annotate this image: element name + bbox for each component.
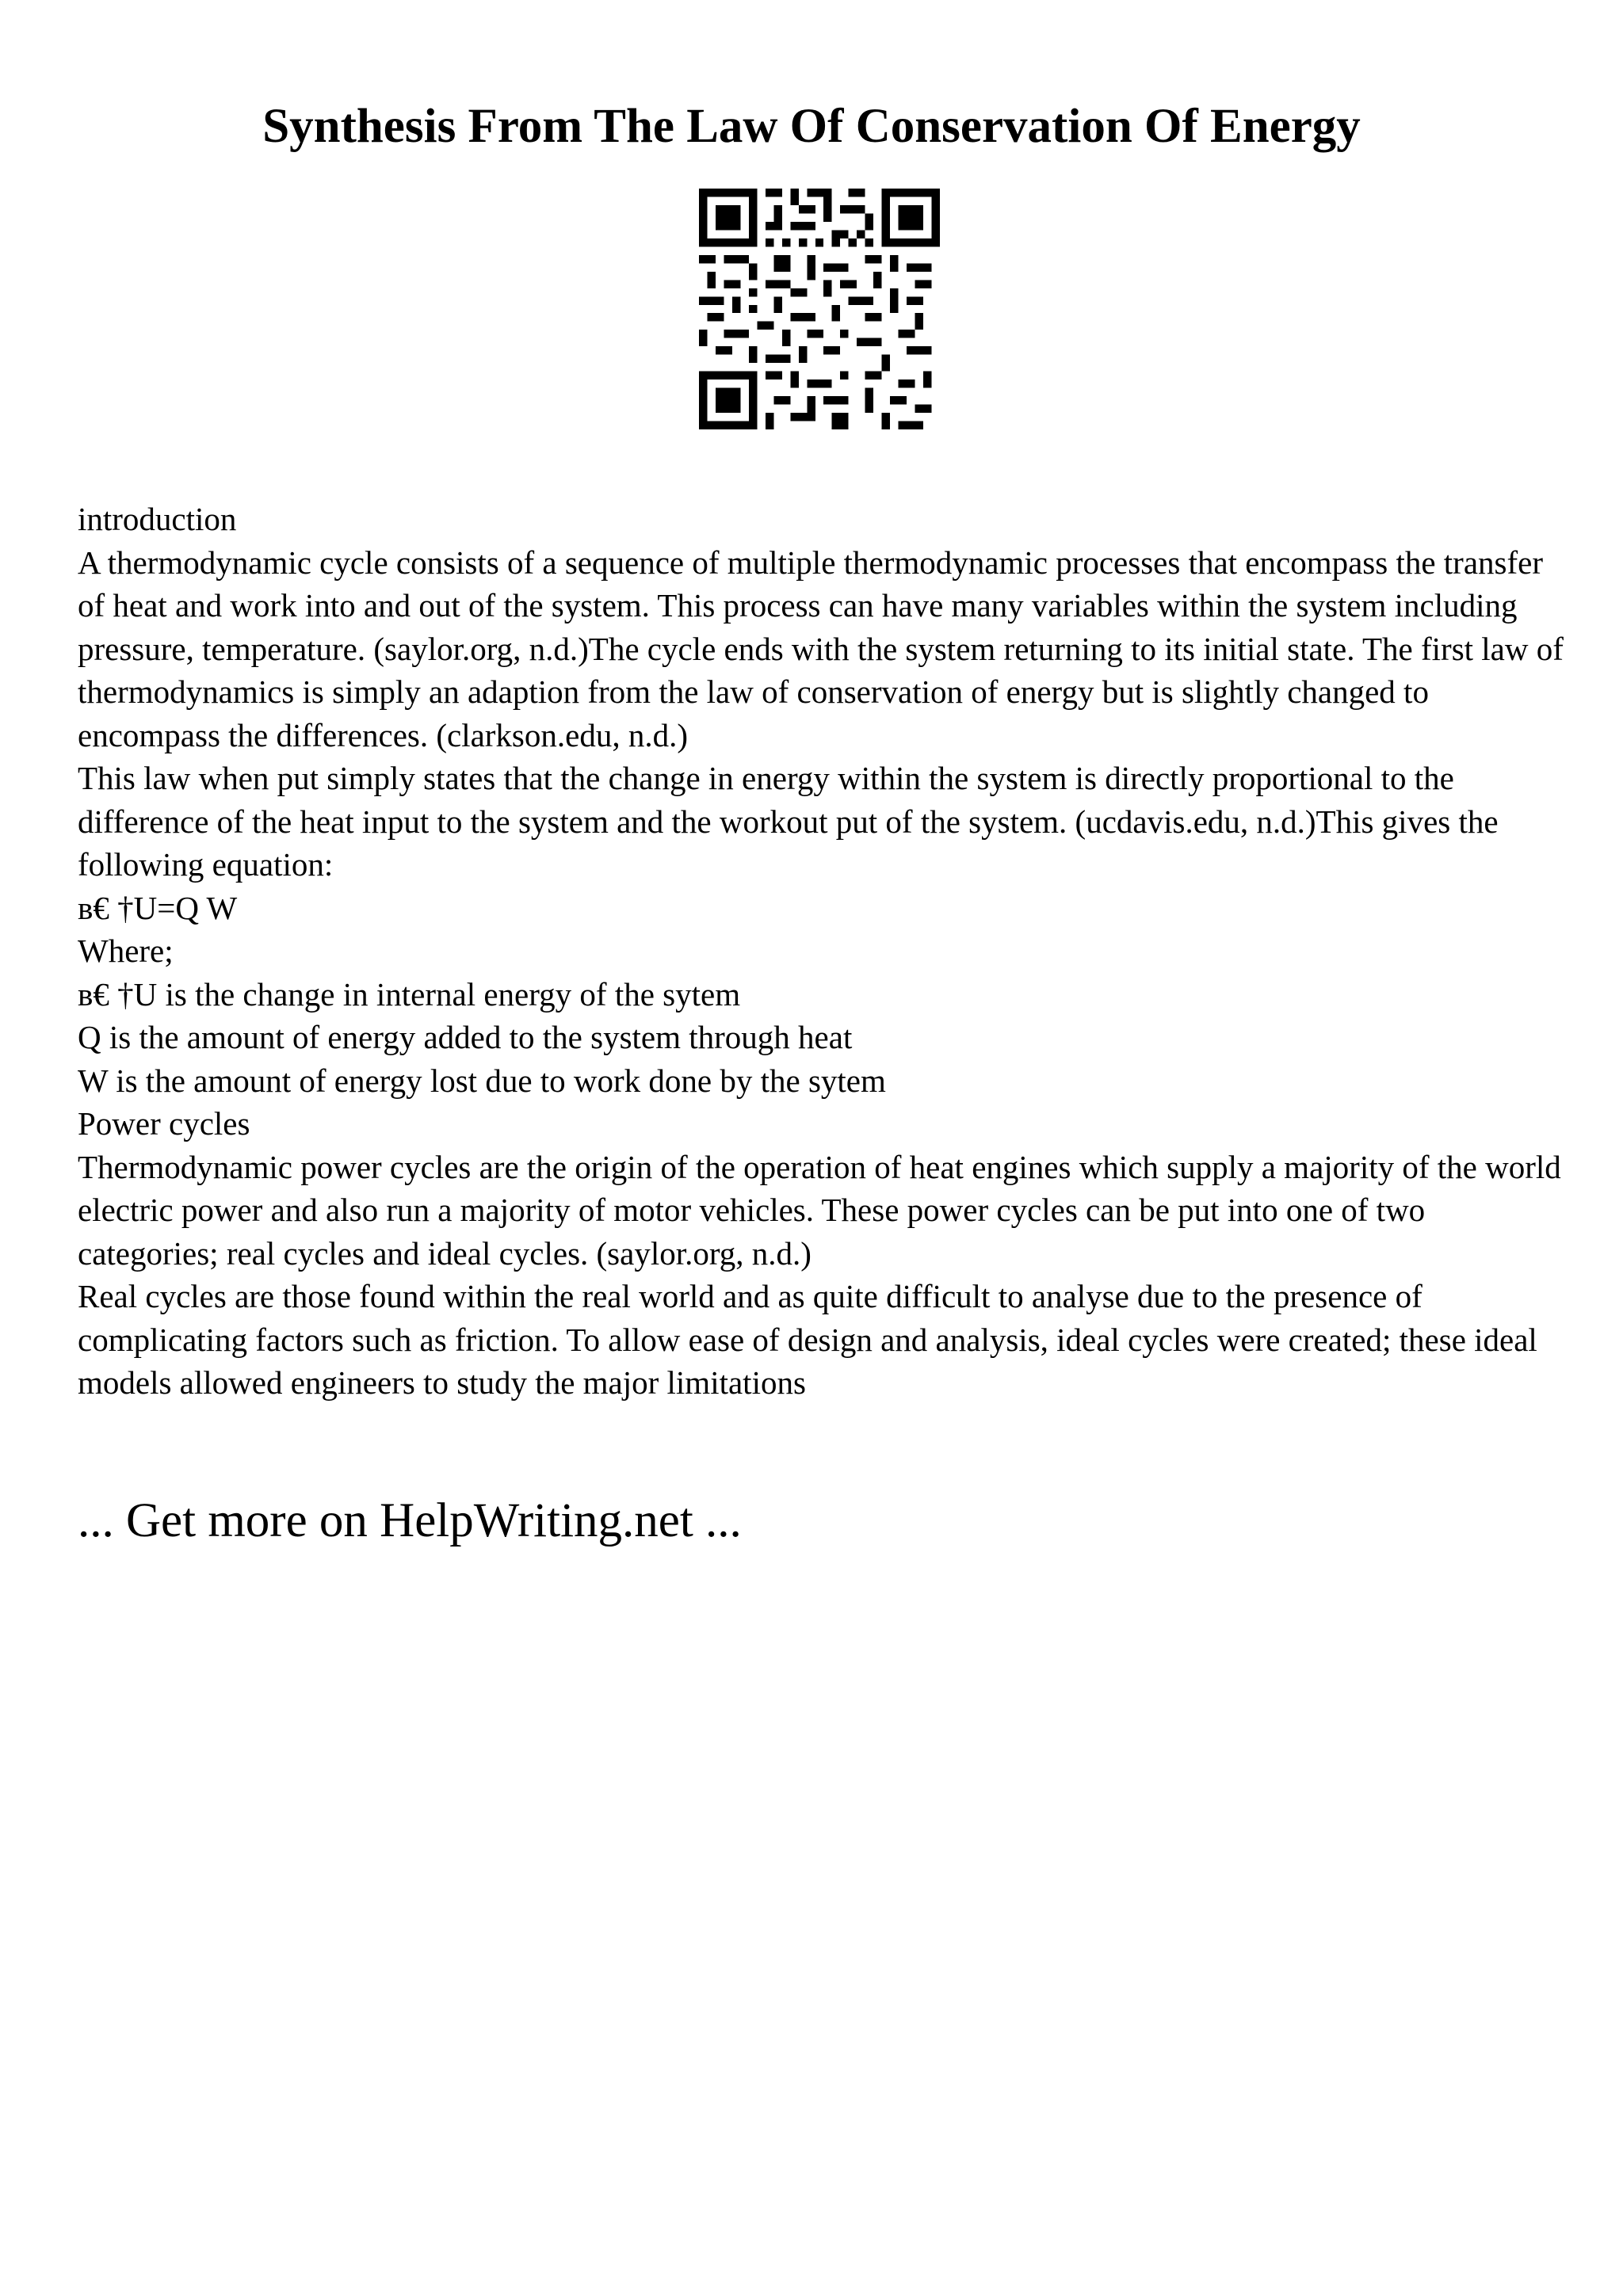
qr-code-icon [699, 189, 940, 429]
body-paragraph: A thermodynamic cycle consists of a sequence of multiple thermodynamic processes that encompass the transfer of heat and work into and out of the system. This process can have many variables within the system including pressure, temperature. (saylor.org, n.d.)The cycle ends with the system returning to its initial state. The first law of thermodynamics is simply an adaption from the law of conservation of energy but is slightly changed to encompass the differences. (clarkson.edu, n.d.) [78, 543, 1564, 753]
body-paragraph: Thermodynamic power cycles are the origin of the operation of heat engines which supply a majority of the world electric power and also run a majority of motor vehicles. These power cycles can be put into one of two categories; real cycles and ideal cycles. (saylor.org, n.d.) [78, 1148, 1561, 1272]
document-title: Synthesis From The Law Of Conservation Of Energy [262, 100, 1361, 153]
section-heading-introduction: introduction [78, 501, 237, 537]
section-heading-power-cycles: Power cycles [78, 1105, 250, 1142]
document-body [78, 498, 1568, 1405]
body-paragraph: в€ †U is the change in internal energy of the sytem [78, 975, 741, 1013]
get-more-link[interactable]: ... Get more on HelpWriting.net ... [78, 1494, 742, 1547]
body-paragraph: This law when put simply states that the change in energy within the system is directly proportional to the difference of the heat input to the system and the workout put of the system. (ucdavis.edu, n.d.)This gives the following equation: [78, 760, 1499, 883]
body-paragraph: Where; [78, 933, 174, 969]
body-paragraph: Q is the amount of energy added to the system through heat [78, 1019, 853, 1055]
body-paragraph: Real cycles are those found within the real world and as quite difficult to analyse due to the presence of complicating factors such as friction. To allow ease of design and analysis, ideal cycles were created; these ideal models allowed engineers to study the major limitations [78, 1278, 1537, 1401]
body-paragraph: W is the amount of energy lost due to work done by the sytem [78, 1062, 886, 1099]
equation-line: в€ †U=Q W [78, 889, 238, 926]
